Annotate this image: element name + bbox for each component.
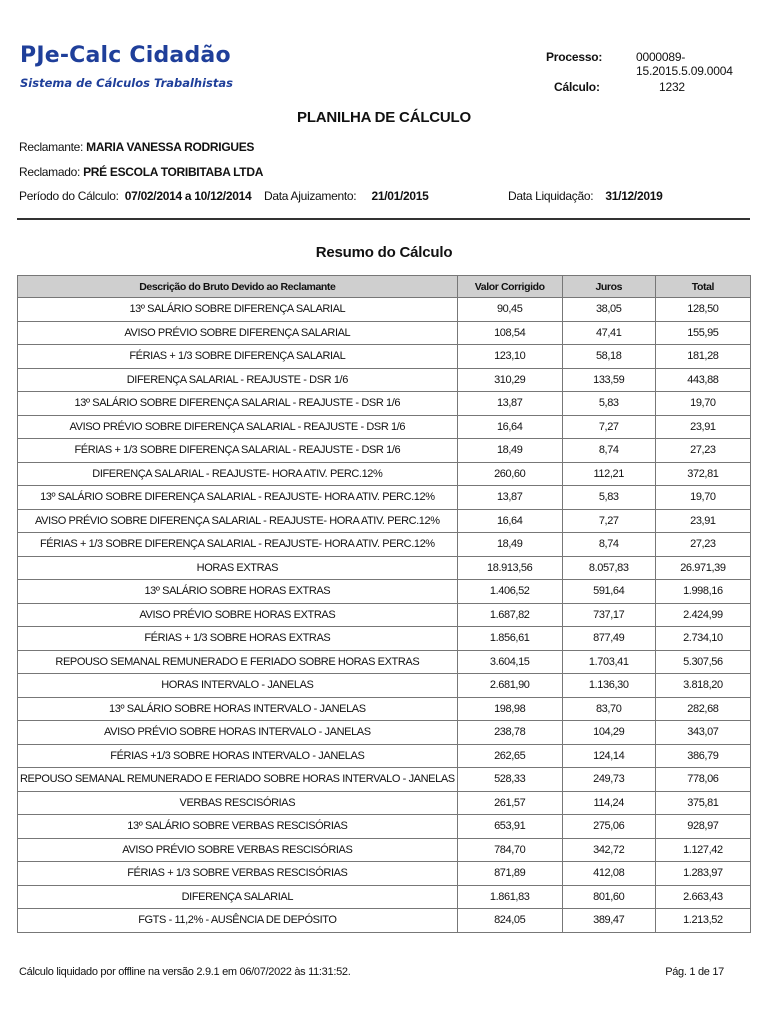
cell-juros: 1.136,30: [562, 674, 655, 698]
cell-descricao: FÉRIAS + 1/3 SOBRE DIFERENÇA SALARIAL - REAJUSTE- HORA ATIV. PERC.12%: [18, 533, 458, 557]
cell-total: 386,79: [655, 744, 750, 768]
cell-valor-corrigido: 108,54: [457, 321, 562, 345]
header-divider: [17, 218, 750, 220]
cell-total: 27,23: [655, 439, 750, 463]
cell-descricao: FÉRIAS + 1/3 SOBRE DIFERENÇA SALARIAL: [18, 345, 458, 369]
cell-valor-corrigido: 13,87: [457, 392, 562, 416]
cell-juros: 342,72: [562, 838, 655, 862]
cell-descricao: 13º SALÁRIO SOBRE DIFERENÇA SALARIAL: [18, 298, 458, 322]
cell-juros: 133,59: [562, 368, 655, 392]
cell-valor-corrigido: 18.913,56: [457, 556, 562, 580]
logo-title: PJe-Calc Cidadão: [20, 43, 231, 68]
document-title: PLANILHA DE CÁLCULO: [297, 109, 471, 126]
cell-valor-corrigido: 13,87: [457, 486, 562, 510]
cell-valor-corrigido: 90,45: [457, 298, 562, 322]
cell-juros: 8,74: [562, 533, 655, 557]
cell-valor-corrigido: 871,89: [457, 862, 562, 886]
cell-juros: 58,18: [562, 345, 655, 369]
cell-juros: 8,74: [562, 439, 655, 463]
cell-total: 928,97: [655, 815, 750, 839]
cell-total: 375,81: [655, 791, 750, 815]
cell-descricao: FÉRIAS + 1/3 SOBRE DIFERENÇA SALARIAL - REAJUSTE - DSR 1/6: [18, 439, 458, 463]
cell-juros: 1.703,41: [562, 650, 655, 674]
cell-juros: 249,73: [562, 768, 655, 792]
footer-note: Cálculo liquidado por offline na versão 2.9.1 em 06/07/2022 às 11:31:52.: [19, 966, 351, 978]
cell-descricao: VERBAS RESCISÓRIAS: [18, 791, 458, 815]
cell-juros: 737,17: [562, 603, 655, 627]
summary-title: Resumo do Cálculo: [315, 244, 453, 261]
cell-total: 1.213,52: [655, 909, 750, 933]
cell-descricao: REPOUSO SEMANAL REMUNERADO E FERIADO SOBRE HORAS EXTRAS: [18, 650, 458, 674]
cell-descricao: FÉRIAS + 1/3 SOBRE VERBAS RESCISÓRIAS: [18, 862, 458, 886]
cell-total: 372,81: [655, 462, 750, 486]
liquidacao-label: Data Liquidação:: [508, 189, 594, 203]
cell-valor-corrigido: 310,29: [457, 368, 562, 392]
cell-juros: 389,47: [562, 909, 655, 933]
pje-calc-logo: [20, 44, 233, 90]
calc-number: 1232: [659, 80, 685, 94]
cell-total: 19,70: [655, 486, 750, 510]
page-number: Pág. 1 de 17: [665, 966, 724, 978]
cell-total: 155,95: [655, 321, 750, 345]
cell-juros: 5,83: [562, 392, 655, 416]
cell-total: 27,23: [655, 533, 750, 557]
cell-descricao: REPOUSO SEMANAL REMUNERADO E FERIADO SOBRE HORAS INTERVALO - JANELAS: [18, 768, 458, 792]
table-row: [18, 439, 751, 463]
reclamado-line: [19, 165, 263, 179]
cell-juros: 47,41: [562, 321, 655, 345]
cell-juros: 38,05: [562, 298, 655, 322]
cell-total: 5.307,56: [655, 650, 750, 674]
calculation-summary-table: [17, 275, 751, 933]
table-row: [18, 509, 751, 533]
cell-valor-corrigido: 18,49: [457, 533, 562, 557]
cell-valor-corrigido: 262,65: [457, 744, 562, 768]
cell-total: 19,70: [655, 392, 750, 416]
table-header-row: [18, 276, 751, 298]
cell-descricao: DIFERENÇA SALARIAL: [18, 885, 458, 909]
ajuizamento-value: 21/01/2015: [371, 189, 429, 203]
table-row: [18, 768, 751, 792]
cell-juros: 591,64: [562, 580, 655, 604]
cell-descricao: AVISO PRÉVIO SOBRE DIFERENÇA SALARIAL - REAJUSTE- HORA ATIV. PERC.12%: [18, 509, 458, 533]
cell-descricao: HORAS EXTRAS: [18, 556, 458, 580]
cell-valor-corrigido: 16,64: [457, 415, 562, 439]
cell-valor-corrigido: 1.856,61: [457, 627, 562, 651]
cell-total: 3.818,20: [655, 674, 750, 698]
ajuizamento-line: [264, 189, 429, 203]
table-row: [18, 885, 751, 909]
cell-descricao: AVISO PRÉVIO SOBRE DIFERENÇA SALARIAL - REAJUSTE - DSR 1/6: [18, 415, 458, 439]
cell-descricao: FGTS - 11,2% - AUSÊNCIA DE DEPÓSITO: [18, 909, 458, 933]
cell-juros: 114,24: [562, 791, 655, 815]
cell-descricao: AVISO PRÉVIO SOBRE HORAS INTERVALO - JANELAS: [18, 721, 458, 745]
table-row: [18, 392, 751, 416]
cell-valor-corrigido: 3.604,15: [457, 650, 562, 674]
cell-valor-corrigido: 260,60: [457, 462, 562, 486]
reclamado-name: PRÉ ESCOLA TORIBITABA LTDA: [83, 165, 264, 179]
cell-juros: 412,08: [562, 862, 655, 886]
cell-juros: 112,21: [562, 462, 655, 486]
cell-valor-corrigido: 1.687,82: [457, 603, 562, 627]
calc-label: Cálculo:: [554, 80, 600, 94]
header-total: Total: [655, 276, 750, 298]
table-row: [18, 791, 751, 815]
table-row: [18, 298, 751, 322]
header-valor-corrigido: Valor Corrigido: [457, 276, 562, 298]
cell-total: 1.127,42: [655, 838, 750, 862]
cell-total: 1.283,97: [655, 862, 750, 886]
cell-descricao: FÉRIAS + 1/3 SOBRE HORAS EXTRAS: [18, 627, 458, 651]
cell-total: 443,88: [655, 368, 750, 392]
table-row: [18, 697, 751, 721]
cell-valor-corrigido: 824,05: [457, 909, 562, 933]
table-row: [18, 744, 751, 768]
cell-valor-corrigido: 1.406,52: [457, 580, 562, 604]
cell-juros: 5,83: [562, 486, 655, 510]
table-row: [18, 603, 751, 627]
header-descricao: Descrição do Bruto Devido ao Reclamante: [18, 276, 458, 298]
cell-total: 23,91: [655, 509, 750, 533]
cell-juros: 7,27: [562, 509, 655, 533]
cell-descricao: AVISO PRÉVIO SOBRE VERBAS RESCISÓRIAS: [18, 838, 458, 862]
table-row: [18, 486, 751, 510]
cell-juros: 7,27: [562, 415, 655, 439]
cell-descricao: 13º SALÁRIO SOBRE HORAS INTERVALO - JANELAS: [18, 697, 458, 721]
table-row: [18, 674, 751, 698]
periodo-label: Período do Cálculo:: [19, 189, 119, 203]
table-row: [18, 862, 751, 886]
cell-valor-corrigido: 1.861,83: [457, 885, 562, 909]
cell-descricao: 13º SALÁRIO SOBRE DIFERENÇA SALARIAL - REAJUSTE- HORA ATIV. PERC.12%: [18, 486, 458, 510]
cell-valor-corrigido: 16,64: [457, 509, 562, 533]
table-row: [18, 368, 751, 392]
table-row: [18, 580, 751, 604]
cell-total: 1.998,16: [655, 580, 750, 604]
cell-juros: 83,70: [562, 697, 655, 721]
cell-total: 2.424,99: [655, 603, 750, 627]
logo-subtitle: Sistema de Cálculos Trabalhistas: [20, 76, 234, 90]
cell-descricao: 13º SALÁRIO SOBRE HORAS EXTRAS: [18, 580, 458, 604]
cell-descricao: AVISO PRÉVIO SOBRE DIFERENÇA SALARIAL: [18, 321, 458, 345]
periodo-line: [19, 189, 251, 203]
cell-total: 23,91: [655, 415, 750, 439]
cell-valor-corrigido: 2.681,90: [457, 674, 562, 698]
cell-descricao: DIFERENÇA SALARIAL - REAJUSTE - DSR 1/6: [18, 368, 458, 392]
table-row: [18, 815, 751, 839]
table-row: [18, 838, 751, 862]
table-row: [18, 321, 751, 345]
table-row: [18, 650, 751, 674]
table-row: [18, 462, 751, 486]
table-row: [18, 627, 751, 651]
cell-descricao: 13º SALÁRIO SOBRE DIFERENÇA SALARIAL - REAJUSTE - DSR 1/6: [18, 392, 458, 416]
liquidacao-line: [508, 189, 662, 203]
reclamante-name: MARIA VANESSA RODRIGUES: [86, 140, 255, 154]
table-row: [18, 415, 751, 439]
cell-total: 26.971,39: [655, 556, 750, 580]
cell-valor-corrigido: 238,78: [457, 721, 562, 745]
cell-juros: 104,29: [562, 721, 655, 745]
ajuizamento-label: Data Ajuizamento:: [264, 189, 357, 203]
header-juros: Juros: [562, 276, 655, 298]
cell-valor-corrigido: 784,70: [457, 838, 562, 862]
cell-total: 2.734,10: [655, 627, 750, 651]
cell-total: 778,06: [655, 768, 750, 792]
reclamante-line: [19, 140, 254, 154]
table-row: [18, 909, 751, 933]
cell-descricao: DIFERENÇA SALARIAL - REAJUSTE- HORA ATIV. PERC.12%: [18, 462, 458, 486]
cell-valor-corrigido: 18,49: [457, 439, 562, 463]
cell-descricao: AVISO PRÉVIO SOBRE HORAS EXTRAS: [18, 603, 458, 627]
cell-valor-corrigido: 528,33: [457, 768, 562, 792]
cell-juros: 877,49: [562, 627, 655, 651]
process-number: 0000089-15.2015.5.09.0004: [636, 50, 733, 78]
cell-valor-corrigido: 653,91: [457, 815, 562, 839]
reclamado-label: Reclamado:: [19, 165, 81, 179]
cell-valor-corrigido: 123,10: [457, 345, 562, 369]
cell-juros: 8.057,83: [562, 556, 655, 580]
table-row: [18, 556, 751, 580]
table-body: [18, 298, 751, 933]
table-row: [18, 345, 751, 369]
cell-total: 2.663,43: [655, 885, 750, 909]
cell-descricao: FÉRIAS +1/3 SOBRE HORAS INTERVALO - JANELAS: [18, 744, 458, 768]
cell-valor-corrigido: 261,57: [457, 791, 562, 815]
cell-valor-corrigido: 198,98: [457, 697, 562, 721]
cell-total: 282,68: [655, 697, 750, 721]
periodo-value: 07/02/2014 a 10/12/2014: [124, 189, 252, 203]
cell-total: 343,07: [655, 721, 750, 745]
reclamante-label: Reclamante:: [19, 140, 84, 154]
cell-descricao: HORAS INTERVALO - JANELAS: [18, 674, 458, 698]
table-row: [18, 721, 751, 745]
liquidacao-value: 31/12/2019: [605, 189, 663, 203]
cell-juros: 124,14: [562, 744, 655, 768]
table-row: [18, 533, 751, 557]
cell-descricao: 13º SALÁRIO SOBRE VERBAS RESCISÓRIAS: [18, 815, 458, 839]
process-label: Processo:: [546, 50, 603, 64]
cell-total: 181,28: [655, 345, 750, 369]
cell-total: 128,50: [655, 298, 750, 322]
cell-juros: 801,60: [562, 885, 655, 909]
cell-juros: 275,06: [562, 815, 655, 839]
